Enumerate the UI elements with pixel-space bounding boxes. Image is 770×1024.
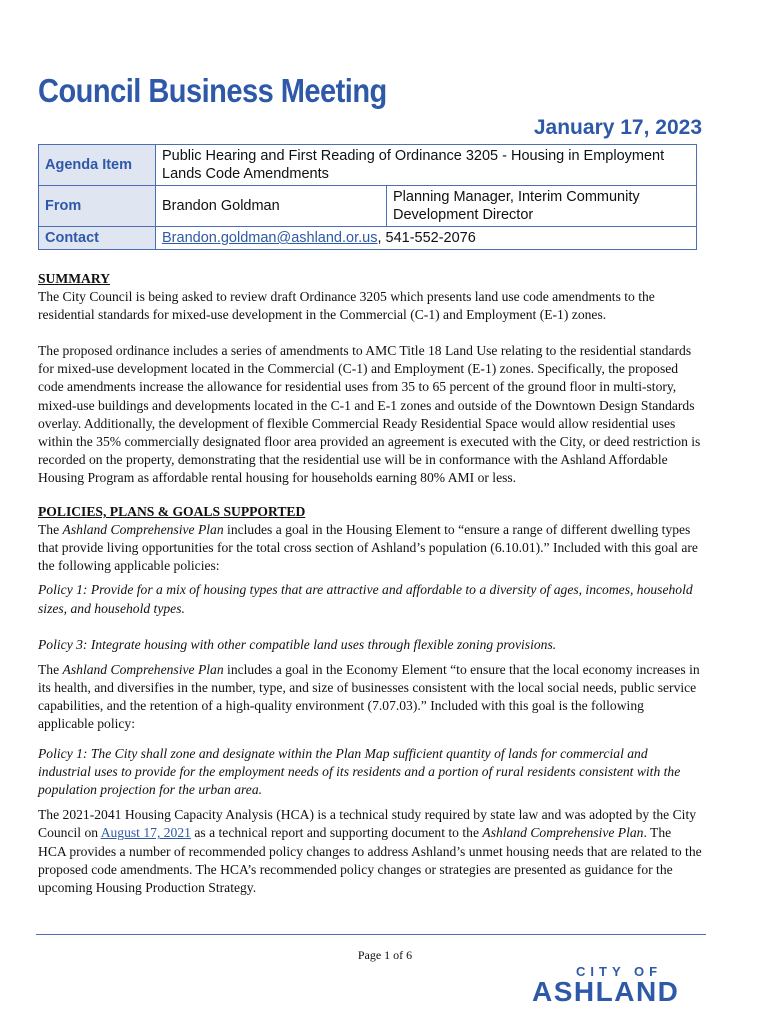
- summary-heading: SUMMARY: [38, 271, 111, 286]
- meeting-date: January 17, 2023: [533, 116, 702, 139]
- contact-value: [156, 227, 697, 250]
- city-of-ashland-logo: [532, 962, 704, 1010]
- summary-paragraph-2: The proposed ordinance includes a series of amendments to AMC Title 18 Land Use relating to the residential standards for mixed-use development located in the Commercial (C-1) and Employment (E-1) zones. Specifically, the proposed code amendments increase the allowance for residential uses from 35 to 65 percent of the ground floor in multi-story, mixed-use buildings and developments located in the C-1 and E-1 zones and outside of the Downtown Design Standards overlay. Additionally, the development of flexible Commercial Ready Residential Space would allow residential uses within the 35% commercially designated floor area provided an agreement is executed with the City, or deed restriction is recorded on the property, demonstrating that the residential use will be in conformance with the Ashland Affordable Housing Program as affordable rental housing for households earning 80% AMI or less.: [38, 343, 701, 485]
- summary-paragraph-1: The City Council is being asked to review draft Ordinance 3205 which presents land use code amendments to the residential standards for mixed-use development in the Commercial (C-1) and Employment (E-1) zones.: [38, 289, 655, 323]
- policies-heading: POLICIES, PLANS & GOALS SUPPORTED: [38, 504, 306, 520]
- hca-adoption-date-link[interactable]: August 17, 2021: [100, 825, 191, 841]
- agenda-item-value: Public Hearing and First Reading of Ordinance 3205 - Housing in Employment Lands Code Amendments: [156, 145, 697, 186]
- logo-ashland-text: ASHLAND: [532, 976, 680, 1007]
- agenda-row: [39, 145, 697, 186]
- agenda-info-table: [38, 144, 697, 250]
- policies-paragraph-3: The 2021-2041 Housing Capacity Analysis (HCA) is a technical study required by state law and was adopted by the City Council on August 17, 2021 as a technical report and supporting document to the Ashland Comprehensive Plan. The HCA provides a number of recommended policy changes to address Ashland’s unmet housing needs that are related to the proposed code amendments. The HCA’s recommended policy changes or strategies are presented as guidance for the upcoming Housing Production Strategy.: [38, 807, 702, 895]
- from-name: Brandon Goldman: [156, 186, 387, 227]
- memo-body: [38, 270, 702, 915]
- policy-quote-economy-1: Policy 1: The City shall zone and designate within the Plan Map sufficient quantity of lands for commercial and industrial uses to provide for the employment needs of its residents and a portion of rural residents consistent with the population projection for the urban area.: [38, 746, 681, 798]
- from-row: [39, 186, 697, 227]
- logo-city-of-text: CITY OF: [576, 964, 663, 979]
- agenda-item-label: Agenda Item: [39, 145, 156, 186]
- footer-divider: [36, 934, 706, 935]
- from-label: From: [39, 186, 156, 227]
- page-title: Council Business Meeting: [38, 72, 387, 109]
- contact-row: [39, 227, 697, 250]
- policy-quote-housing-3: Policy 3: Integrate housing with other compatible land uses through flexible zoning provisions.: [38, 636, 557, 652]
- policies-paragraph-2: The Ashland Comprehensive Plan includes a goal in the Economy Element “to ensure that the local economy increases in its health, and diversifies in the number, type, and size of businesses consistent with the local social needs, public service capabilities, and the retention of a high-quality environment (7.07.03).” Included with this goal is the following applicable policy:: [38, 661, 700, 731]
- policies-paragraph-1: The Ashland Comprehensive Plan includes a goal in the Housing Element to “ensure a range of different dwelling types that provide living opportunities for the total cross section of Ashland’s population (6.10.01).” Included with this goal are the following applicable policies:: [38, 522, 698, 574]
- contact-phone: , 541-552-2076: [377, 230, 476, 246]
- from-title: Planning Manager, Interim Community Development Director: [387, 186, 697, 227]
- contact-email-link[interactable]: Brandon.goldman@ashland.or.us: [162, 230, 378, 246]
- contact-label: Contact: [39, 227, 156, 250]
- page-number: Page 1 of 6: [357, 948, 413, 962]
- policy-quote-housing-1: Policy 1: Provide for a mix of housing types that are attractive and affordable to a diversity of ages, incomes, household sizes, and household types.: [38, 582, 693, 616]
